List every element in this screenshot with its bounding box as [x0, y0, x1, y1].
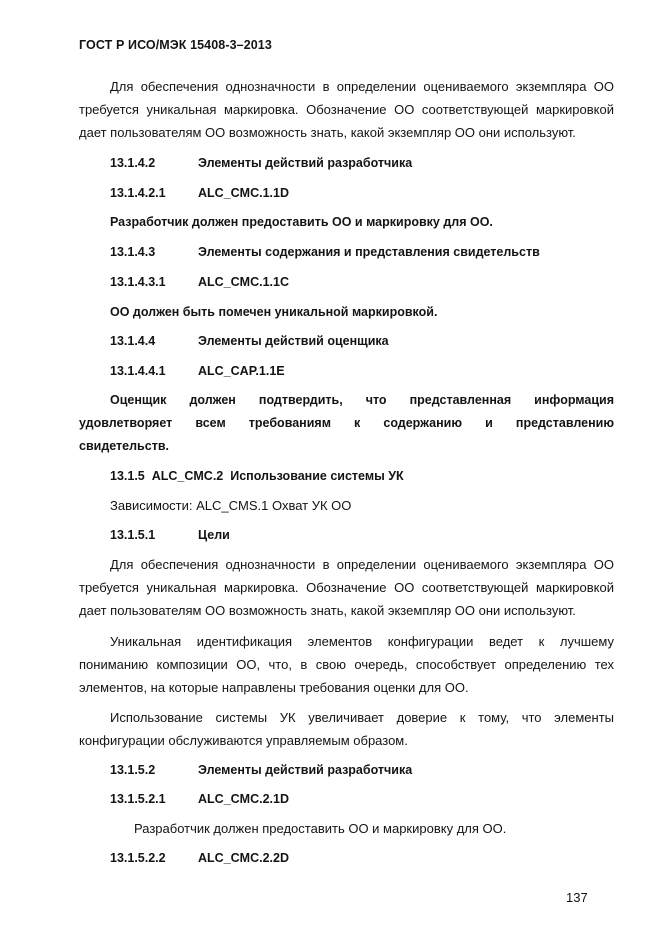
requirement-text: ОО должен быть помечен уникальной маркировкой. — [110, 305, 438, 319]
section-heading — [110, 792, 289, 806]
document-header: ГОСТ Р ИСО/МЭК 15408-3–2013 — [79, 38, 272, 52]
section-title: Использование системы УК — [230, 469, 404, 483]
section-heading — [110, 469, 404, 483]
section-title: Элементы действий оценщика — [198, 334, 389, 348]
text-line: дает пользователям ОО возможность знать, какой экземпляр ОО они используют. — [79, 603, 576, 618]
section-heading — [110, 156, 412, 170]
text-line: требуется уникальная маркировка. Обозначение ОО соответствующей маркировкой — [79, 580, 614, 595]
text-line: конфигурации обслуживаются управляемым образом. — [79, 733, 408, 748]
text-line: Для обеспечения однозначности в определении оцениваемого экземпляра ОО — [110, 79, 614, 94]
section-heading — [110, 245, 540, 259]
section-title: ALC_CMC.2.1D — [198, 792, 289, 806]
section-number: 13.1.5.2 — [110, 763, 156, 777]
text-line: Использование системы УК увеличивает доверие к тому, что элементы — [110, 710, 614, 725]
section-number: 13.1.4.3.1 — [110, 275, 166, 289]
section-heading — [110, 334, 389, 348]
section-number: 13.1.4.2 — [110, 156, 156, 170]
dependencies-text: Зависимости: ALC_CMS.1 Охват УК ОО — [110, 498, 352, 513]
section-title: Цели — [198, 528, 230, 542]
section-heading — [110, 763, 412, 777]
section-title: ALC_CMC.2.2D — [198, 851, 289, 865]
text-line: элементов, на которые направлены требования оценки для ОО. — [79, 680, 469, 695]
paragraph-identification — [79, 630, 614, 699]
text-line: удовлетворяет всем требованиям к содержанию и представлению — [79, 416, 614, 430]
paragraph-uniqueness-2 — [79, 553, 614, 622]
section-heading — [110, 528, 230, 542]
text-line: пониманию композиции ОО, что, в свою очередь, способствует определению тех — [79, 657, 614, 672]
page-number: 137 — [566, 890, 588, 905]
section-heading — [110, 851, 289, 865]
text-line: Для обеспечения однозначности в определении оцениваемого экземпляра ОО — [110, 557, 614, 572]
section-heading — [110, 275, 289, 289]
requirement-text: Разработчик должен предоставить ОО и маркировку для ОО. — [110, 215, 493, 229]
section-number: 13.1.5.1 — [110, 528, 156, 542]
section-number: 13.1.5.2.1 — [110, 792, 166, 806]
text-line: Оценщик должен подтвердить, что представленная информация — [110, 393, 614, 407]
section-number: 13.1.4.4.1 — [110, 364, 166, 378]
section-number: 13.1.4.4 — [110, 334, 156, 348]
component-code: ALC_CMC.2 — [151, 469, 224, 483]
section-number: 13.1.4.3 — [110, 245, 156, 259]
paragraph-cm-system — [79, 706, 614, 752]
section-title: ALC_CAP.1.1E — [198, 364, 285, 378]
section-title: Элементы действий разработчика — [198, 156, 413, 170]
section-title: ALC_CMC.1.1D — [198, 186, 289, 200]
section-number: 13.1.5 — [110, 469, 145, 483]
section-heading — [110, 186, 289, 200]
text-line: требуется уникальная маркировка. Обозначение ОО соответствующей маркировкой — [79, 102, 614, 117]
section-heading — [110, 364, 285, 378]
text-line: дает пользователям ОО возможность знать, какой экземпляр ОО они используют. — [79, 125, 576, 140]
text-line: свидетельств. — [79, 439, 169, 453]
section-number: 13.1.5.2.2 — [110, 851, 166, 865]
section-title: Элементы содержания и представления свидетельств — [198, 245, 540, 259]
section-title: ALC_CMC.1.1C — [198, 275, 289, 289]
paragraph-uniqueness-1 — [79, 75, 614, 144]
section-title: Элементы действий разработчика — [198, 763, 413, 777]
requirement-text-plain: Разработчик должен предоставить ОО и маркировку для ОО. — [134, 821, 507, 836]
requirement-paragraph — [79, 389, 614, 458]
text-line: Уникальная идентификация элементов конфигурации ведет к лучшему — [110, 634, 614, 649]
section-number: 13.1.4.2.1 — [110, 186, 166, 200]
